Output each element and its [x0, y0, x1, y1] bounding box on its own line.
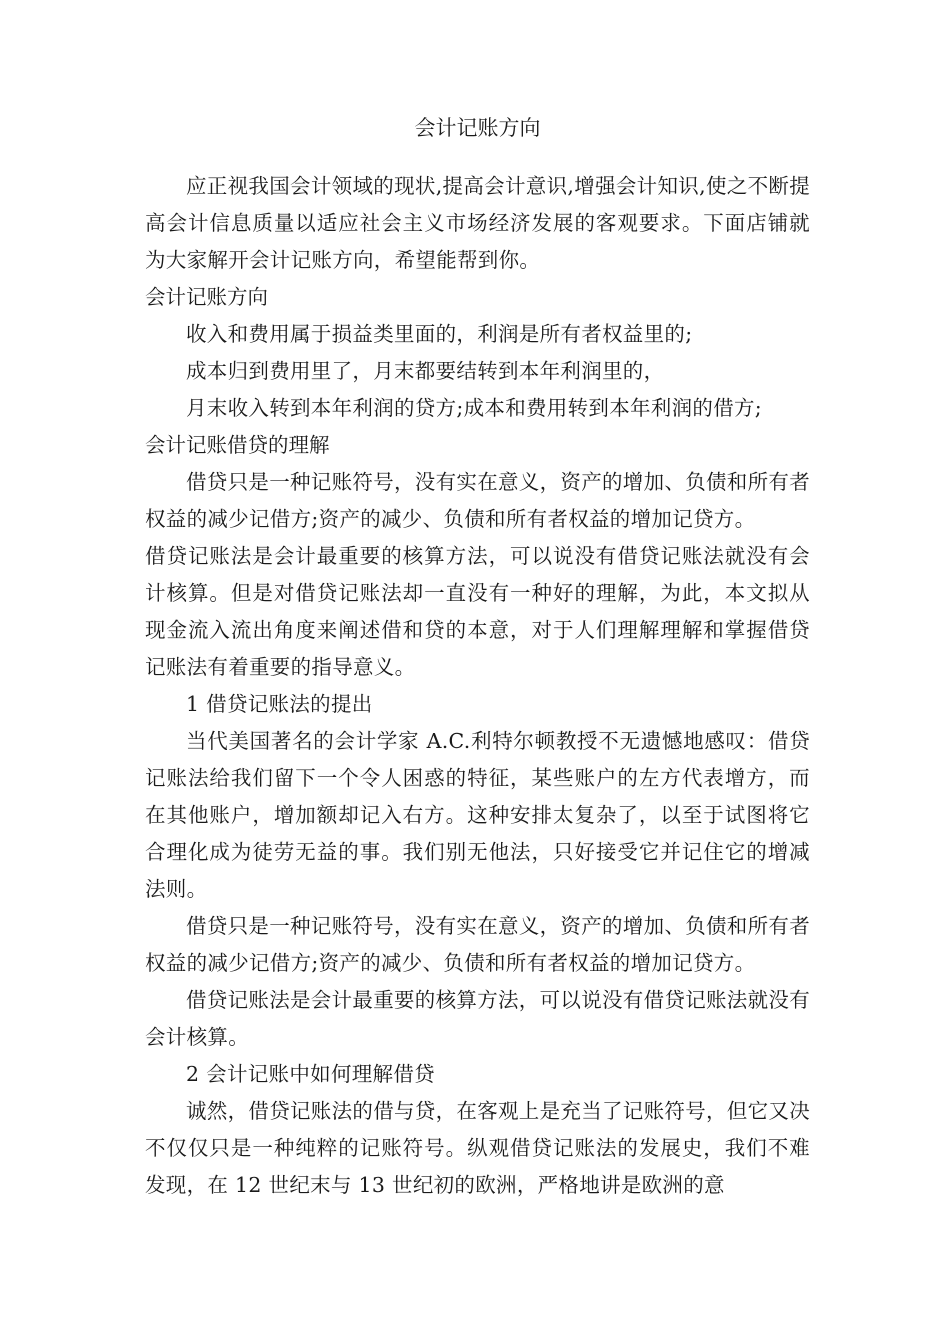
paragraph: 借贷只是一种记账符号，没有实在意义，资产的增加、负债和所有者权益的减少记借方;资产的减少、负债和所有者权益的增加记贷方。: [145, 470, 810, 531]
paragraph: 借贷只是一种记账符号，没有实在意义，资产的增加、负债和所有者权益的减少记借方;资产的减少、负债和所有者权益的增加记贷方。: [145, 914, 810, 975]
paragraph: 当代美国著名的会计学家 A.C.利特尔顿教授不无遗憾地感叹：借贷记账法给我们留下一个令人困惑的特征，某些账户的左方代表增方，而在其他账户，增加额却记入右方。这种安排太复杂了，以至于试图将它合理化成为徒劳无益的事。我们别无他法，只好接受它并记住它的增减法则。: [145, 729, 810, 901]
section-heading-understanding: 会计记账借贷的理解: [145, 433, 330, 457]
paragraph: 月末收入转到本年利润的贷方;成本和费用转到本年利润的借方;: [186, 396, 763, 420]
subsection-heading-1: 1 借贷记账法的提出: [186, 692, 373, 716]
paragraph: 借贷记账法是会计最重要的核算方法，可以说没有借贷记账法就没有会计核算。但是对借贷记账法却一直没有一种好的理解，为此，本文拟从现金流入流出角度来阐述借和贷的本意，对于人们理解理解和掌握借贷记账法有着重要的指导意义。: [145, 544, 810, 679]
section-heading-direction: 会计记账方向: [145, 285, 268, 309]
document-page: [145, 108, 810, 1204]
paragraph: 借贷记账法是会计最重要的核算方法，可以说没有借贷记账法就没有会计核算。: [145, 988, 810, 1049]
paragraph: 诚然，借贷记账法的借与贷，在客观上是充当了记账符号，但它又决不仅仅只是一种纯粹的记账符号。纵观借贷记账法的发展史，我们不难发现，在 12 世纪末与 13 世纪初的欧洲，严格地讲是欧洲的意: [145, 1099, 810, 1197]
paragraph-intro: 应正视我国会计领域的现状,提高会计意识,增强会计知识,使之不断提高会计信息质量以适应社会主义市场经济发展的客观要求。下面店铺就为大家解开会计记账方向，希望能帮到你。: [145, 174, 810, 272]
document-title: 会计记账方向: [414, 116, 541, 140]
paragraph: 成本归到费用里了，月末都要结转到本年利润里的，: [186, 359, 665, 383]
subsection-heading-2: 2 会计记账中如何理解借贷: [186, 1062, 435, 1086]
paragraph: 收入和费用属于损益类里面的，利润是所有者权益里的;: [186, 322, 693, 346]
